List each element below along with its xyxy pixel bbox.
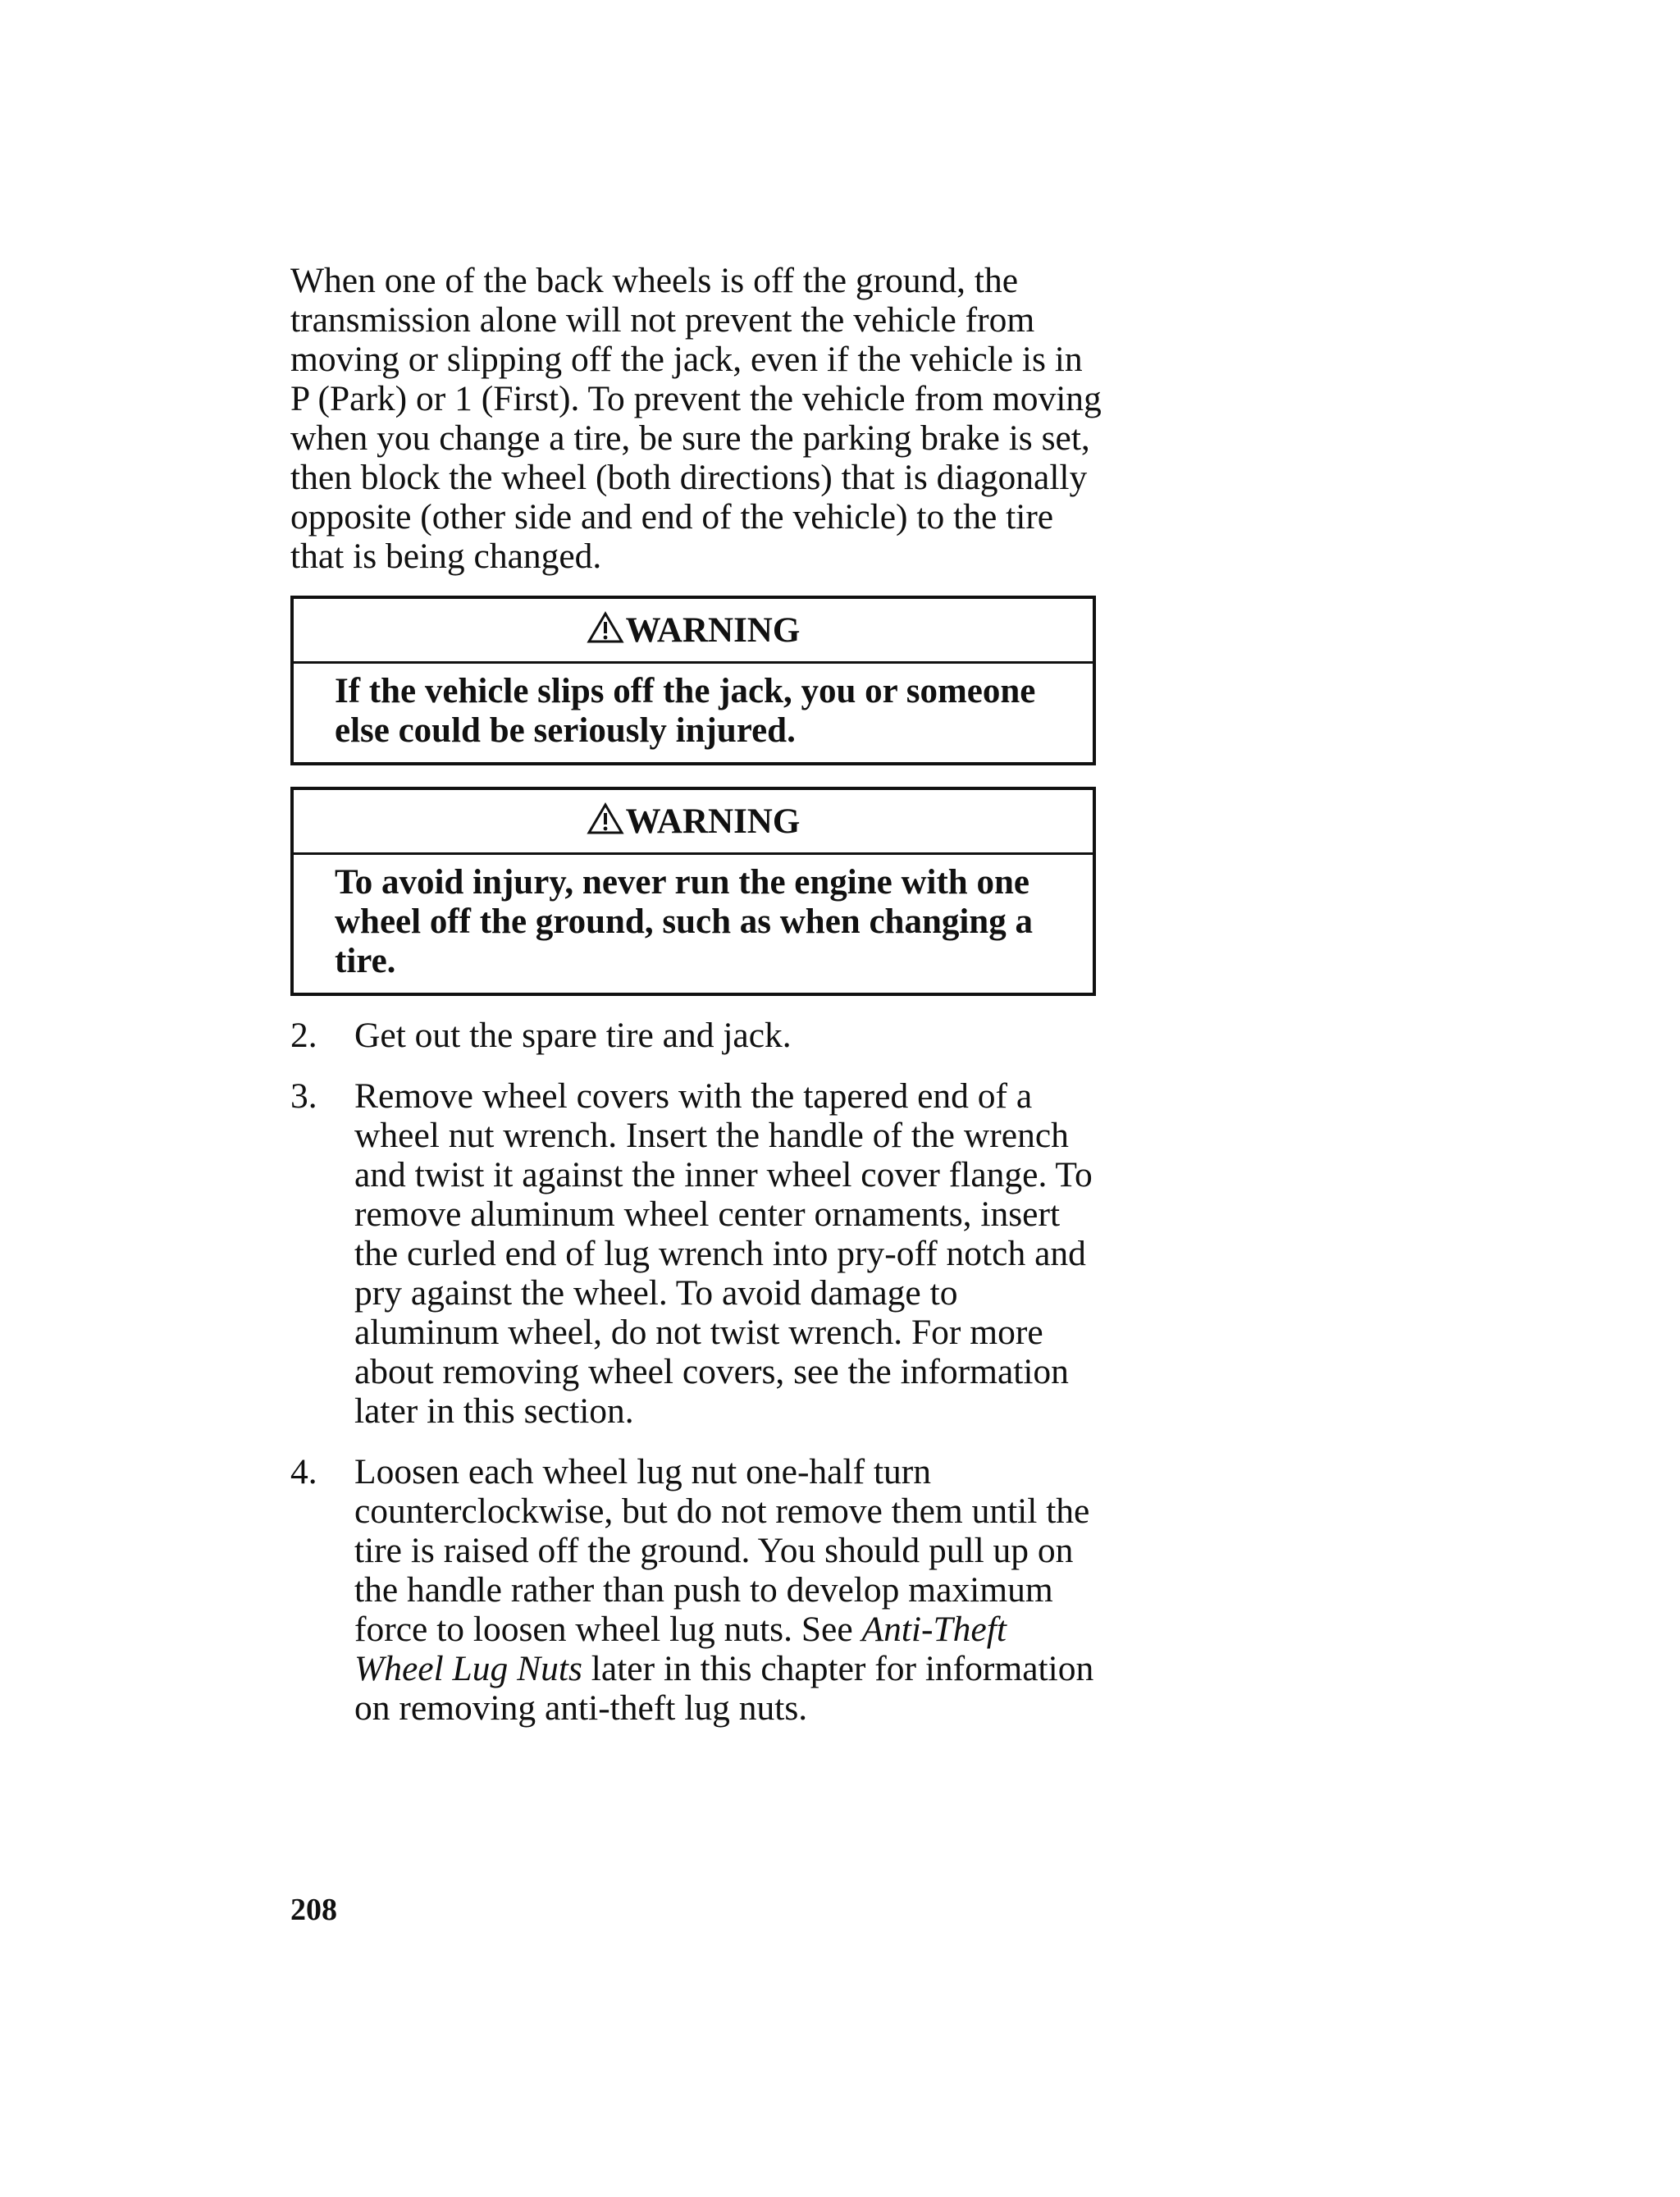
step-text-before-reference: Loosen each wheel lug nut one-half turn counterclockwise, but do not remove them until the tire is raised off the ground. You should pull up on the handle rather than push to develop maximum force to loosen wheel lug nuts. See <box>354 1452 1090 1649</box>
step-text: Get out the spare tire and jack. <box>354 1016 792 1055</box>
step-text: Remove wheel covers with the tapered end of a wheel nut wrench. Insert the handle of the wrench and twist it against the inner wheel cover flange. To remove aluminum wheel center ornaments, insert the curled end of lug wrench into pry-off notch and pry against the wheel. To avoid damage to aluminum wheel, do not twist wrench. For more about removing wheel covers, see the information later in this section. <box>354 1076 1093 1431</box>
step-3 <box>290 1076 1102 1431</box>
warning-title-1: WARNING <box>625 610 801 650</box>
warning-header-2 <box>294 790 1093 855</box>
manual-page-content <box>290 261 1102 1749</box>
intro-paragraph: When one of the back wheels is off the ground, the transmission alone will not prevent the vehicle from moving or slipping off the jack, even if the vehicle is in P (Park) or 1 (First). To prevent the vehicle from moving when you change a tire, be sure the parking brake is set, then block the wheel (both directions) that is diagonally opposite (other side and end of the vehicle) to the tire that is being changed. <box>290 261 1102 576</box>
step-text <box>354 1452 1102 1728</box>
step-text-after-reference: later in this chapter for information on removing anti-theft lug nuts. <box>354 1649 1094 1728</box>
step-2 <box>290 1016 1102 1055</box>
step-4 <box>290 1452 1102 1728</box>
warning-header-1 <box>294 599 1093 664</box>
reference-title: Anti-Theft Wheel Lug Nuts <box>354 1610 1007 1688</box>
procedure-steps <box>290 1016 1102 1728</box>
warning-triangle-icon <box>587 611 624 644</box>
warning-text-2: To avoid injury, never run the engine with one wheel off the ground, such as when changing a tire. <box>335 863 1033 980</box>
step-number: 4. <box>290 1452 317 1491</box>
step-number: 2. <box>290 1016 317 1055</box>
step-number: 3. <box>290 1076 317 1116</box>
warning-box-2 <box>290 787 1096 996</box>
page-number: 208 <box>290 1893 337 1927</box>
warning-triangle-icon <box>587 802 624 835</box>
warning-text-1: If the vehicle slips off the jack, you or someone else could be seriously injured. <box>335 672 1036 750</box>
warning-box-1 <box>290 596 1096 765</box>
warning-title-2: WARNING <box>625 802 801 841</box>
